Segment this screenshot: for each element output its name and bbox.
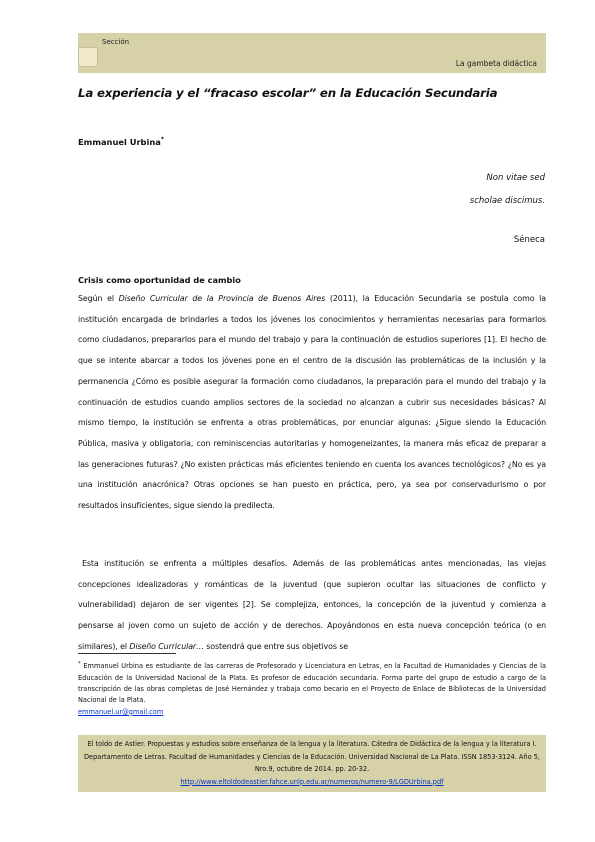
citation-footer — [78, 735, 546, 792]
citation-text: El toldo de Astier. Propuestas y estudios sobre enseñanza de la lengua y la literatura. Cátedra de Didáctica de la lengua y la literatura I. Departamento de Letras. Facultad de Humanidades y Ciencias de la Educación. Universidad Nacional de La Plata. ISSN 1853-3124. Año 5, Nro.9, octubre de 2014. pp. 20-32. — [83, 740, 541, 774]
para2-text-b: sostendrá que entre sus objetivos se — [203, 641, 349, 651]
article-url-link[interactable]: http://www.eltoldodeastier.fahce.unlp.edu.ar/numeros/numero-9/LGDUrbina.pdf — [180, 777, 444, 786]
author-email-link[interactable]: emmanuel.ur@gmail.com — [78, 707, 164, 716]
body-paragraph-1 — [78, 289, 546, 517]
epigraph-line-2: scholae discimus. — [469, 196, 545, 206]
epigraph-source: Séneca — [513, 235, 545, 245]
column-label: La gambeta didáctica — [455, 59, 537, 68]
author-name — [78, 136, 164, 147]
section-label: Sección — [102, 38, 130, 46]
section-heading: Crisis como oportunidad de cambio — [78, 275, 241, 285]
para1-intro: Según el — [78, 294, 119, 303]
epigraph-line-1: Non vitae sed — [486, 173, 545, 183]
footnote-divider — [78, 653, 176, 654]
para1-document-title: Diseño Curricular de la Provincia de Buenos Aires — [118, 294, 326, 303]
footnote-mark: * — [78, 661, 81, 667]
journal-logo — [78, 47, 98, 67]
body-paragraph-2 — [78, 554, 546, 658]
para1-text: (2011), la Educación Secundaria se postula como la institución encargada de brindarles a todos los jóvenes los conocimientos y herramientas necesarias para formarlos como ciudadanos, prepararlos para el mundo del trabajo y para la continuación de estudios superiores [1]. El hecho de que se intente abarcar a todos los jóvenes pone en el centro de la discusión las problemáticas de la inclusión y la permanencia ¿Cómo es posible asegurar la formación como ciudadanos, la preparación para el mundo del trabajo y la continuación de estudios cuando amplios sectores de la sociedad no alcanzan a cubrir sus necesidades básicas? Al mismo tiempo, la institución se enfrenta a otras problemáticas, por enunciar algunas: ¿Sigue siendo la Educación Pública, masiva y obligatoria, con reminiscencias autoritarias y homogeneizantes, la manera más eficaz de preparar a las generaciones futuras? ¿No existen prácticas más eficientes teniendo en cuenta los avances tecnológicos? ¿No es ya una institución anacrónica? Otras opciones se han puesto en práctica, pero, ya sea por conservadurismo o por resultados insuficientes, sigue siendo la predilecta. — [78, 294, 546, 511]
author-text: Emmanuel Urbina — [78, 136, 161, 147]
para2-text-a: Esta institución se enfrenta a múltiples desafíos. Además de las problemáticas antes mencionadas, las viejas concepciones idealizadoras y románticas de la juventud (que supieron ocultar las situaciones de conflicto y vulnerabilidad) dejaron de ser vigentes [2]. Se complejiza, entonces, la concepción de la juventud y comienza a pensarse al joven como un sujeto de acción y de derechos. Apoyándonos en esta nueva concepción teórica (o en similares), el — [78, 559, 546, 651]
article-title: La experiencia y el “fracaso escolar” en la Educación Secundaria — [78, 86, 498, 100]
footnote — [78, 659, 546, 718]
author-footnote-mark[interactable]: * — [160, 136, 164, 143]
para2-document-title: Diseño Curricular… — [129, 641, 204, 651]
footnote-text: Emmanuel Urbina es estudiante de las carreras de Profesorado y Licenciatura en Letras, en la Facultad de Humanidades y Ciencias de la Educación de la Universidad Nacional de la Plata. Es profesor de educación secundaria. Forma parte del grupo de estudio a cargo de la transcripción de las obras completas de José Hernández y trabaja como becario en el Proyecto de Enlace de Bibliotecas de la Universidad Nacional de la Plata. — [78, 662, 546, 705]
